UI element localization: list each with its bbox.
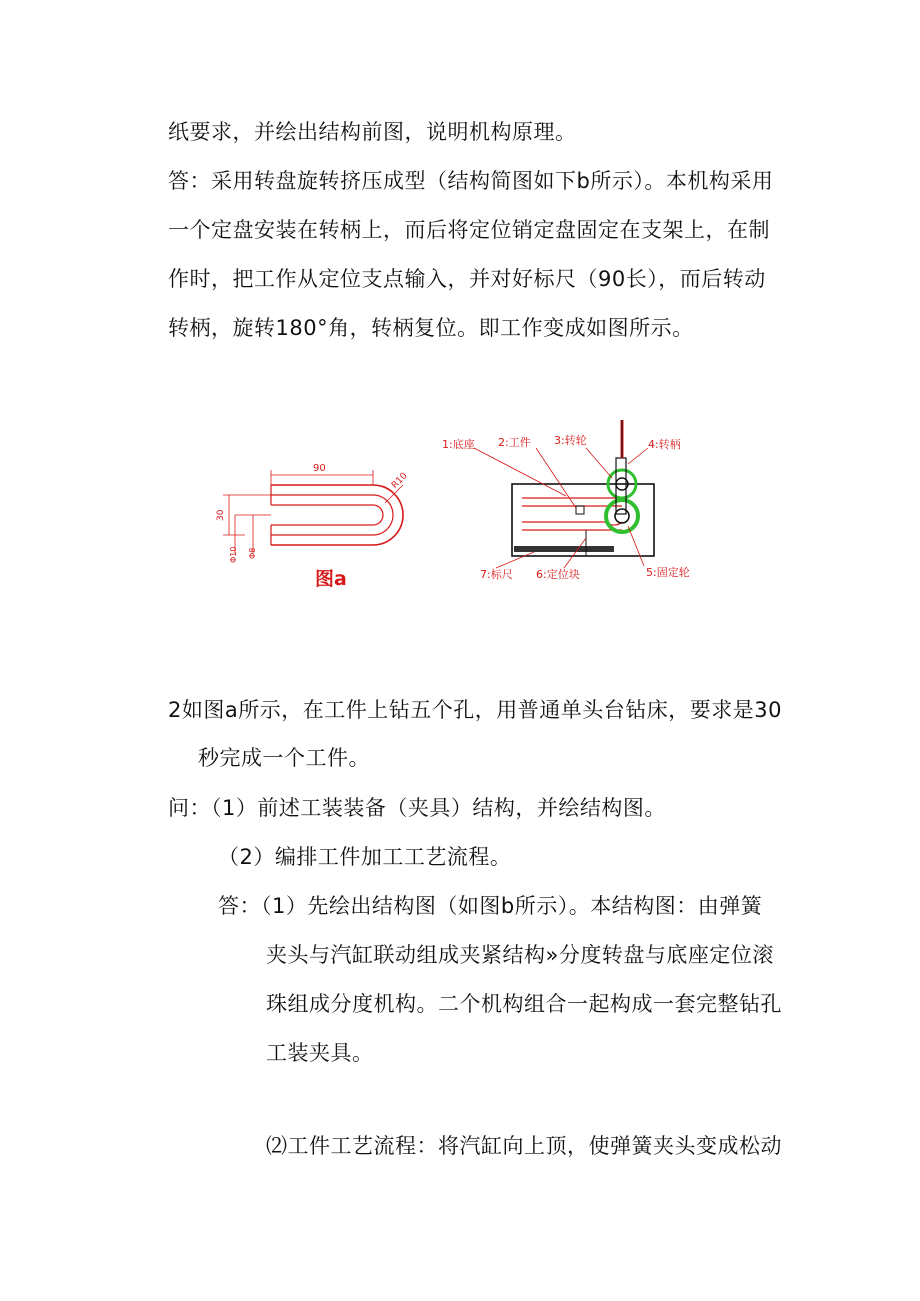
label-base: 1:底座	[442, 438, 475, 451]
answer-line: 夹头与汽缸联动组成夹紧结构»分度转盘与底座定位滚	[266, 943, 774, 967]
ask-line: （2）编排工件加工工艺流程。	[218, 845, 512, 869]
label-locating-block: 6:定位块	[536, 568, 580, 581]
paragraph-line: 作时，把工作从定位支点输入，并对好标尺（90长），而后转动	[168, 267, 766, 291]
label-turn-wheel: 3:转轮	[554, 434, 587, 447]
paragraph-line: 纸要求，并绘出结构前图，说明机构原理。	[168, 120, 577, 144]
question-line: 2如图a所示，在工件上钻五个孔，用普通单头台钻床，要求是30	[168, 698, 782, 722]
figure-b-drawing	[436, 418, 712, 590]
paragraph-line: 一个定盘安装在转柄上，而后将定位销定盘固定在支架上，在制	[168, 218, 770, 242]
answer-line: 答：（1）先绘出结构图（如图b所示）。本结构图：由弹簧	[218, 894, 763, 918]
figure-a-drawing	[205, 455, 420, 595]
answer-line: 答：采用转盘旋转挤压成型（结构简图如下b所示）。本机构采用	[168, 169, 774, 193]
dimension-diameter2-label: Φ8	[248, 547, 257, 559]
dimension-height-label: 30	[216, 509, 226, 521]
label-fixed-wheel: 5:固定轮	[646, 566, 690, 579]
label-handle: 4:转柄	[648, 438, 681, 451]
figure-a-caption: 图a	[315, 568, 347, 590]
answer-line: 珠组成分度机构。二个机构组合一起构成一套完整钻孔	[266, 992, 782, 1016]
dimension-length-label: 90	[313, 463, 326, 474]
paragraph-line: 转柄，旋转180°角，转柄复位。即工作变成如图所示。	[168, 316, 694, 340]
label-scale: 7:标尺	[480, 568, 513, 581]
label-workpiece: 2:工件	[498, 436, 531, 449]
answer-line: ⑵工件工艺流程：将汽缸向上顶，使弹簧夹头变成松动	[266, 1134, 782, 1158]
answer-line: 工装夹具。	[266, 1041, 374, 1065]
dimension-diameter1-label: Φ10	[229, 546, 238, 563]
question-line: 秒完成一个工件。	[198, 746, 370, 770]
dimension-radius-label: R10	[390, 471, 410, 491]
ask-line: 问：（1）前述工装装备（夹具）结构，并绘结构图。	[168, 796, 666, 820]
